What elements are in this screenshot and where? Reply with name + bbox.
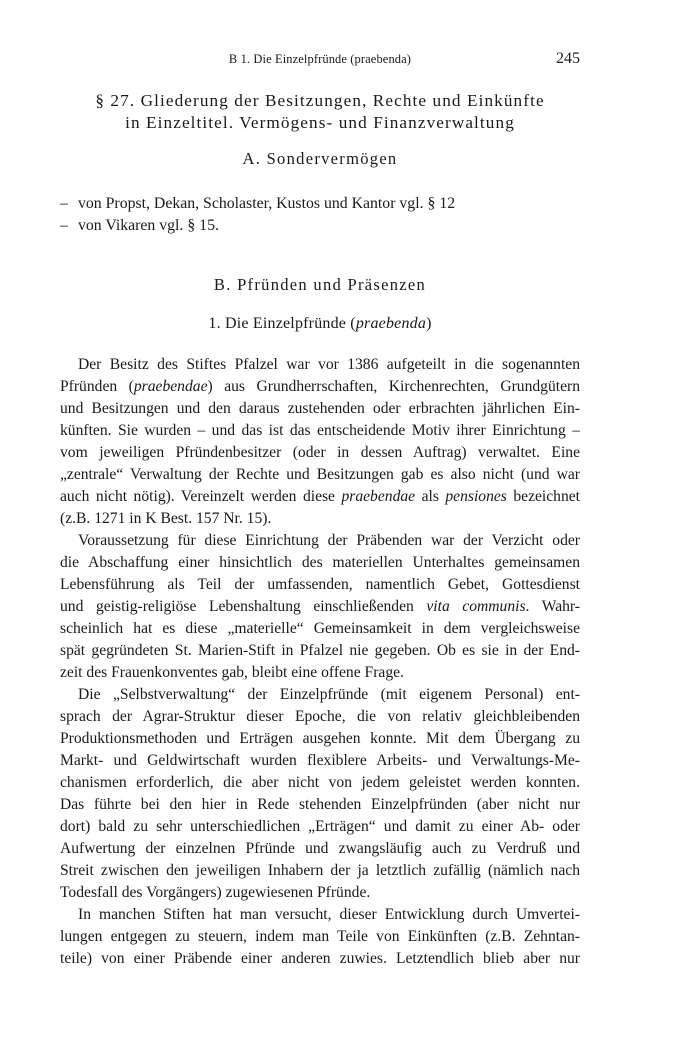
- text-line: und Besitzungen und den daraus zustehenden oder erbrachten jährlichen Ein-: [60, 400, 580, 417]
- body-text: [60, 354, 580, 970]
- text-line: dort) bald zu sehr unterschiedlichen „Erträgen“ und damit zu einer Ab- oder: [60, 818, 580, 835]
- text-line: spät gegründeten St. Marien-Stift in Pfalzel nie gegeben. Ob es sie in der End-: [60, 642, 580, 659]
- section-heading-line-2: in Einzeltitel. Vermögens- und Finanzverwaltung: [125, 113, 515, 132]
- reference-list: [60, 193, 580, 237]
- text-line: teile) von einer Präbende einer anderen zuwies. Letztendlich blieb aber nur: [60, 950, 580, 967]
- text-line: Produktionsmethoden und Erträgen ausgehen konnte. Mit dem Übergang zu: [60, 730, 580, 747]
- heading-sondervermoegen: A. Sondervermögen: [242, 149, 398, 168]
- text-line: Der Besitz des Stiftes Pfalzel war vor 1386 aufgeteilt in die sogenannten: [78, 356, 580, 373]
- text-line: zeit des Frauenkonventes gab, bleibt eine offene Frage.: [60, 664, 404, 681]
- text-line: Aufwertung der einzelnen Pfründe und zwangsläufig auch zu Verdruß und: [60, 840, 580, 857]
- text-line: Voraussetzung für diese Einrichtung der Präbenden war der Verzicht oder: [78, 532, 580, 549]
- text-line: (z.B. 1271 in K Best. 157 Nr. 15).: [60, 510, 272, 527]
- section-heading-line-1: § 27. Gliederung der Besitzungen, Rechte und Einkünfte: [95, 91, 545, 110]
- text-line: „zentrale“ Verwaltung der Rechte und Besitzungen gab es also nicht (und war: [60, 466, 580, 483]
- reference-item: – von Propst, Dekan, Scholaster, Kustos und Kantor vgl. § 12: [60, 193, 580, 215]
- text-line: In manchen Stiften hat man versucht, dieser Entwicklung durch Umvertei-: [78, 906, 580, 923]
- text-line: chanismen erforderlich, die aber nicht von jedem geleistet werden konnten.: [60, 774, 580, 791]
- text-line: Markt- und Geldwirtschaft wurden flexiblere Arbeits- und Verwaltungs-Me-: [60, 752, 580, 769]
- text-line: die Abschaffung einer hinsichtlich des materiellen Unterhaltes gemeinsamen: [60, 554, 580, 571]
- text-line: Das führte bei den hier in Rede stehenden Einzelpfründen (aber nicht nur: [60, 796, 580, 813]
- running-title: B 1. Die Einzelpfründe (praebenda): [228, 52, 412, 66]
- text-line: Todesfall des Vorgängers) zugewiesenen Pfründe.: [60, 884, 371, 901]
- text-line: Streit zwischen den jeweiligen Inhabern der ja letztlich zufällig (nämlich nach: [60, 862, 580, 879]
- running-header: [60, 52, 580, 72]
- text-line: künften. Sie wurden – und das ist das entscheidende Motiv ihrer Einrichtung –: [60, 422, 580, 439]
- heading-pfruenden: B. Pfründen und Präsenzen: [213, 275, 427, 294]
- text-line: sprach der Agrar-Struktur dieser Epoche, die von relativ gleichbleibenden: [60, 708, 580, 725]
- text-line: Lebensführung als Teil der umfassenden, namentlich Gebet, Gottesdienst: [60, 576, 580, 593]
- text-line: Pfründen (praebendae) aus Grundherrschaften, Kirchenrechten, Grundgütern: [60, 378, 580, 395]
- text-line: Die „Selbstverwaltung“ der Einzelpfründe (mit eigenem Personal) ent-: [78, 686, 580, 703]
- reference-item: – von Vikaren vgl. § 15.: [60, 215, 580, 237]
- text-line: vom jeweiligen Pfründenbesitzer (oder in dessen Auftrag) verwaltet. Eine: [60, 444, 580, 461]
- text-line: scheinlich hat es diese „materielle“ Gemeinsamkeit in dem vergleichsweise: [60, 620, 580, 637]
- text-line: auch nicht nötig). Vereinzelt werden diese praebendae als pensiones bezeichnet: [60, 488, 580, 505]
- section-heading: [60, 90, 580, 134]
- text-line: und geistig-religiöse Lebenshaltung einschließenden vita communis. Wahr-: [60, 598, 580, 615]
- page-number: 245: [556, 50, 580, 67]
- text-line: lungen entgegen zu steuern, indem man Teile von Einkünften (z.B. Zehntan-: [60, 928, 580, 945]
- heading-einzelpfruende: 1. Die Einzelpfründe (praebenda): [208, 315, 432, 332]
